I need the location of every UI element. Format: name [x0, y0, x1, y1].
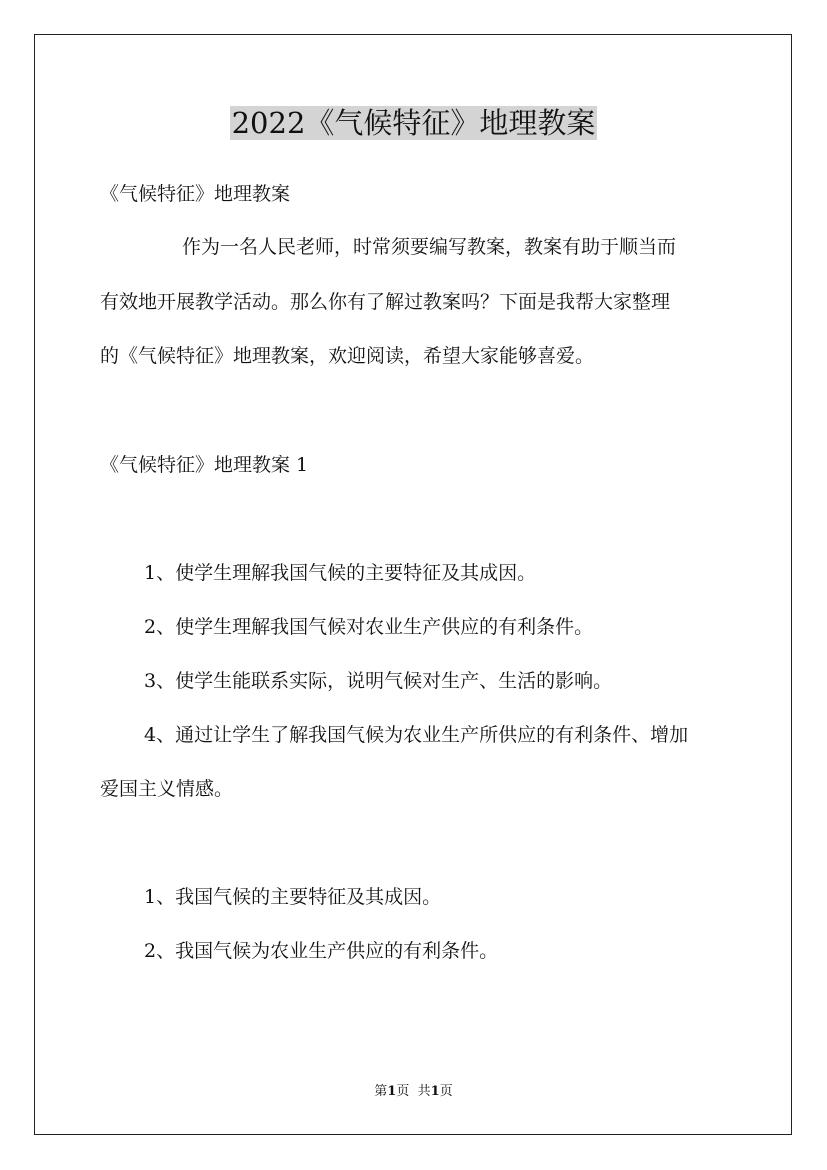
intro-line-3: 的《气候特征》地理教案，欢迎阅读，希望大家能够喜爱。 [100, 345, 595, 367]
document-title-text: 2022《气候特征》地理教案 [231, 106, 596, 140]
document-title [0, 101, 827, 145]
key-point-item-2: 2、我国气候为农业生产供应的有利条件。 [144, 940, 499, 962]
objective-item-4-continued: 爱国主义情感。 [100, 778, 234, 800]
page-footer [0, 1082, 827, 1102]
footer-total-prefix: 共 [417, 1084, 431, 1099]
objective-item-3: 3、使学生能联系实际，说明气候对生产、生活的影响。 [144, 670, 613, 692]
footer-total-unit: 页 [439, 1084, 453, 1099]
intro-line-2: 有效地开展教学活动。那么你有了解过教案吗？下面是我帮大家整理 [100, 291, 671, 313]
footer-page-unit: 页 [396, 1084, 410, 1099]
document-subtitle: 《气候特征》地理教案 [100, 183, 291, 205]
section-heading: 《气候特征》地理教案 1 [100, 454, 309, 476]
key-point-item-1: 1、我国气候的主要特征及其成因。 [144, 886, 442, 908]
objective-item-2: 2、使学生理解我国气候对农业生产供应的有利条件。 [144, 616, 594, 638]
objective-item-4: 4、通过让学生了解我国气候为农业生产所供应的有利条件、增加 [144, 724, 689, 746]
footer-total-number: 1 [430, 1084, 440, 1099]
footer-page-number: 1 [387, 1084, 397, 1099]
intro-line-1: 作为一名人民老师，时常须要编写教案，教案有助于顺当而 [182, 236, 677, 258]
objective-item-1: 1、使学生理解我国气候的主要特征及其成因。 [144, 562, 537, 584]
footer-page-prefix: 第 [374, 1084, 388, 1099]
